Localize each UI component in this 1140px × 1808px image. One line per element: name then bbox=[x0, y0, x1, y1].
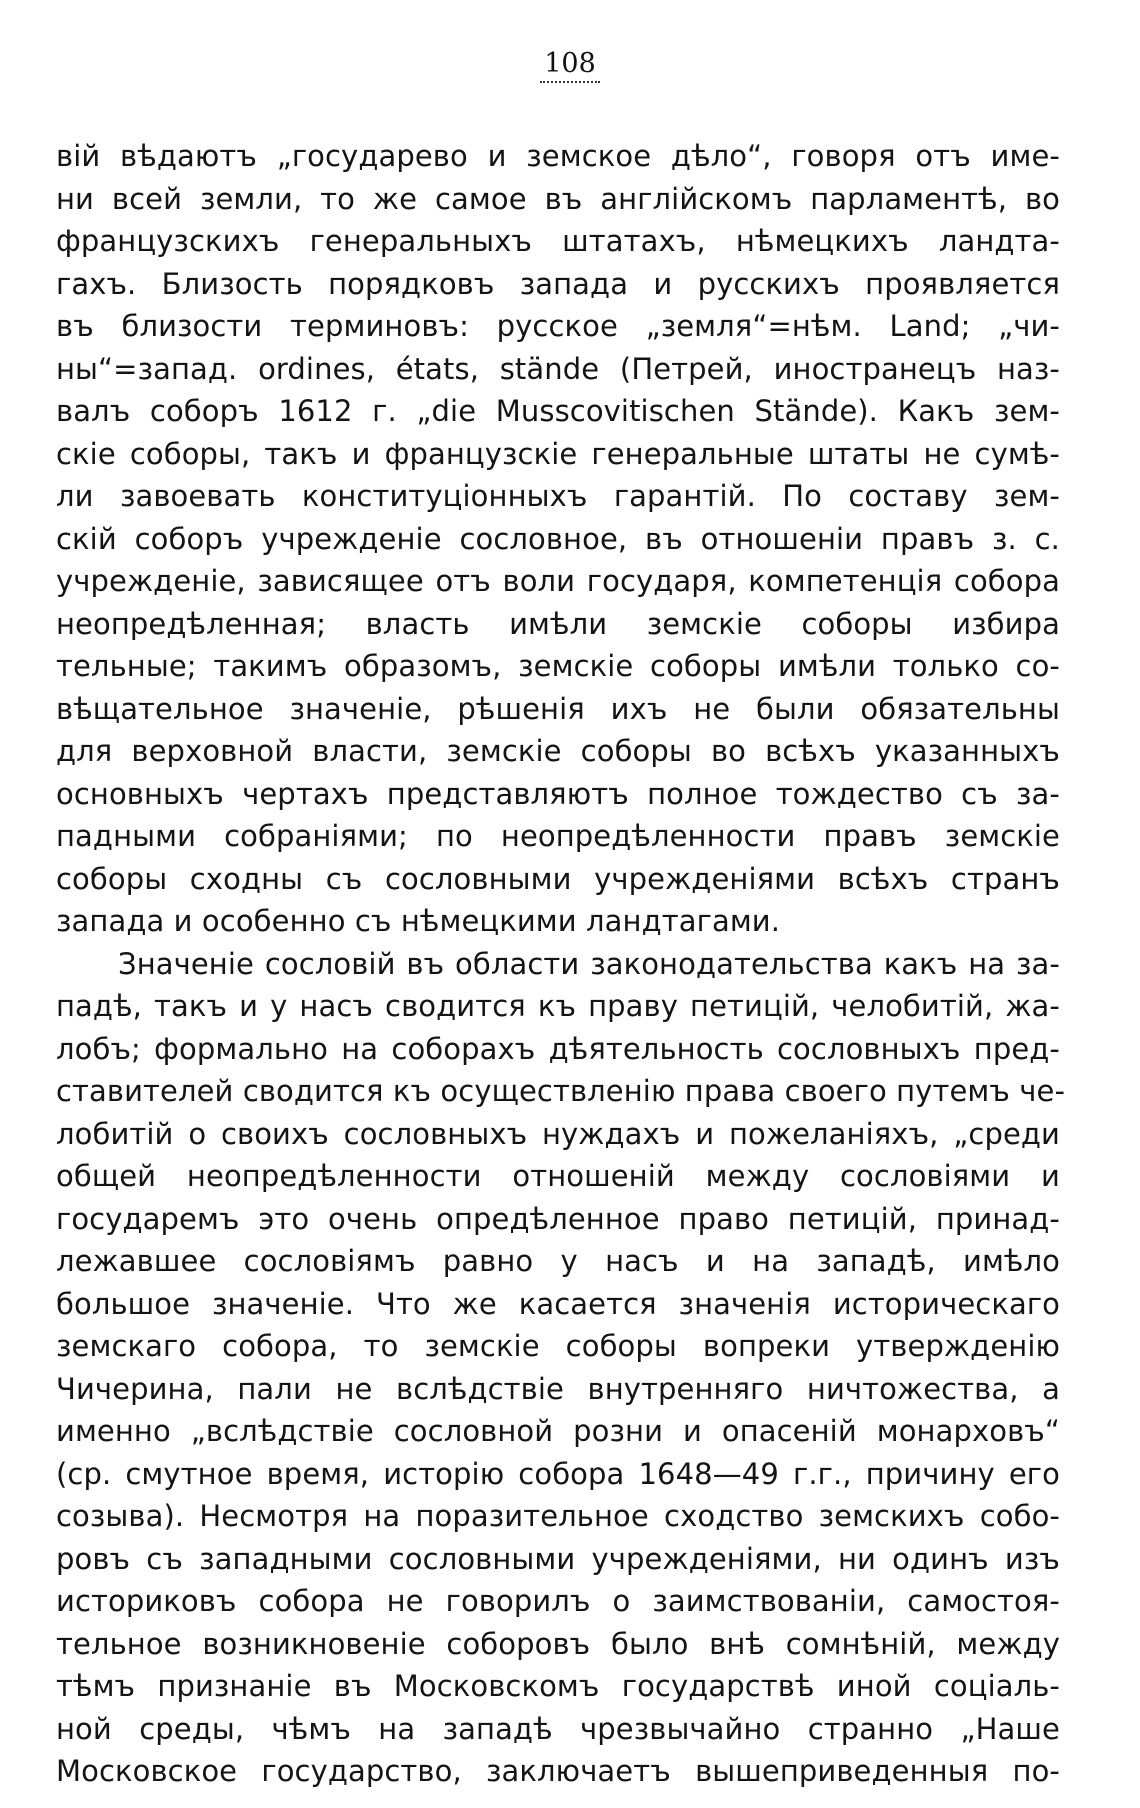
page-header bbox=[0, 48, 1140, 83]
paragraph-2 bbox=[56, 943, 1066, 1793]
text-line: созыва). Несмотря на поразительное сходство земскихъ собо- bbox=[56, 1499, 1060, 1533]
text-line: скій соборъ учрежденіе сословное, въ отношеніи правъ з. с. bbox=[56, 521, 1060, 556]
text-line: лобъ; формально на соборахъ дѣятельность сословныхъ пред- bbox=[56, 1031, 1060, 1066]
text-line: учрежденіе, зависящее отъ воли государя, компетенція собора bbox=[56, 564, 1060, 598]
text-line: большое значеніе. Что же касается значенія историческаго bbox=[56, 1286, 1060, 1321]
text-line: историковъ собора не говорилъ о заимствованіи, самостоя- bbox=[56, 1584, 1060, 1618]
text-line: земскаго собора, то земскіе соборы вопреки утвержденію bbox=[56, 1329, 1060, 1363]
text-line: лежавшее сословіямъ равно у насъ и на западѣ, имѣло bbox=[56, 1244, 1060, 1278]
text-line: валъ соборъ 1612 г. „die Musscovitischen Stände). Какъ зем- bbox=[56, 394, 1060, 428]
text-line: именно „вслѣдствіе сословной розни и опасеній монарховъ“ bbox=[56, 1414, 1060, 1448]
text-line: ровъ съ западными сословными учрежденіями, ни одинъ изъ bbox=[56, 1541, 1060, 1576]
text-line: соборы сходны съ сословными учрежденіями всѣхъ странъ bbox=[56, 861, 1060, 896]
paragraph-1 bbox=[56, 135, 1060, 943]
text-line: ставителей сводится къ осуществленію права своего путемъ че- bbox=[56, 1074, 1066, 1108]
text-line: гахъ. Близость порядковъ запада и русскихъ проявляется bbox=[56, 266, 1060, 301]
text-line: Чичерина, пали не вслѣдствіе внутренняго ничтожества, а bbox=[56, 1371, 1060, 1406]
text-line: общей неопредѣленности отношеній между сословіями и bbox=[56, 1159, 1060, 1193]
text-line: основныхъ чертахъ представляютъ полное тождество съ за- bbox=[56, 776, 1060, 811]
text-line: ны“=запад. ordines, états, stände (Петрей, иностранецъ наз- bbox=[56, 351, 1060, 386]
text-line: въ близости терминовъ: русское „земля“=нѣм. Land; „чи- bbox=[56, 309, 1060, 343]
text-line: Значеніе сословій въ области законодательства какъ на за- bbox=[118, 946, 1060, 981]
text-line: ни всей земли, то же самое въ англійскомъ парламентѣ, во bbox=[56, 181, 1060, 216]
body-text bbox=[56, 135, 1066, 1793]
text-line: тельные; такимъ образомъ, земскіе соборы имѣли только со- bbox=[56, 649, 1060, 683]
text-line: французскихъ генеральныхъ штатахъ, нѣмецкихъ ландта- bbox=[56, 224, 1060, 258]
text-line: падѣ, такъ и у насъ сводится къ праву петицій, челобитій, жа- bbox=[56, 989, 1060, 1023]
text-line: лобитій о своихъ сословныхъ нуждахъ и пожеланіяхъ, „среди bbox=[56, 1116, 1060, 1151]
text-line: государемъ это очень опредѣленное право петицій, принад- bbox=[56, 1201, 1060, 1236]
page-number: 108 bbox=[540, 48, 600, 83]
text-line: тельное возникновеніе соборовъ было внѣ сомнѣній, между bbox=[56, 1626, 1060, 1661]
text-line: падными собраніями; по неопредѣленности правъ земскіе bbox=[56, 819, 1060, 853]
text-line: тѣмъ признаніе въ Московскомъ государствѣ иной соціаль- bbox=[56, 1669, 1060, 1703]
text-line: скіе соборы, такъ и французскіе генеральные штаты не сумѣ- bbox=[56, 436, 1060, 471]
text-line: вій вѣдаютъ „государево и земское дѣло“, говоря отъ име- bbox=[56, 139, 1060, 173]
text-line: (ср. смутное время, исторію собора 1648—49 г.г., причину его bbox=[56, 1456, 1060, 1491]
text-line: запада и особенно съ нѣмецкими ландтагами. bbox=[56, 904, 781, 938]
text-line: Московское государство, заключаетъ вышеприведенныя по- bbox=[56, 1754, 1060, 1788]
text-line: неопредѣленная; власть имѣли земскіе соборы избира bbox=[56, 606, 1060, 641]
text-line: вѣщательное значеніе, рѣшенія ихъ не были обязательны bbox=[56, 691, 1060, 726]
text-line: для верховной власти, земскіе соборы во всѣхъ указанныхъ bbox=[56, 734, 1060, 768]
text-line: ли завоевать конституціонныхъ гарантій. По составу зем- bbox=[56, 479, 1060, 513]
text-line: ной среды, чѣмъ на западѣ чрезвычайно странно „Наше bbox=[56, 1711, 1060, 1746]
